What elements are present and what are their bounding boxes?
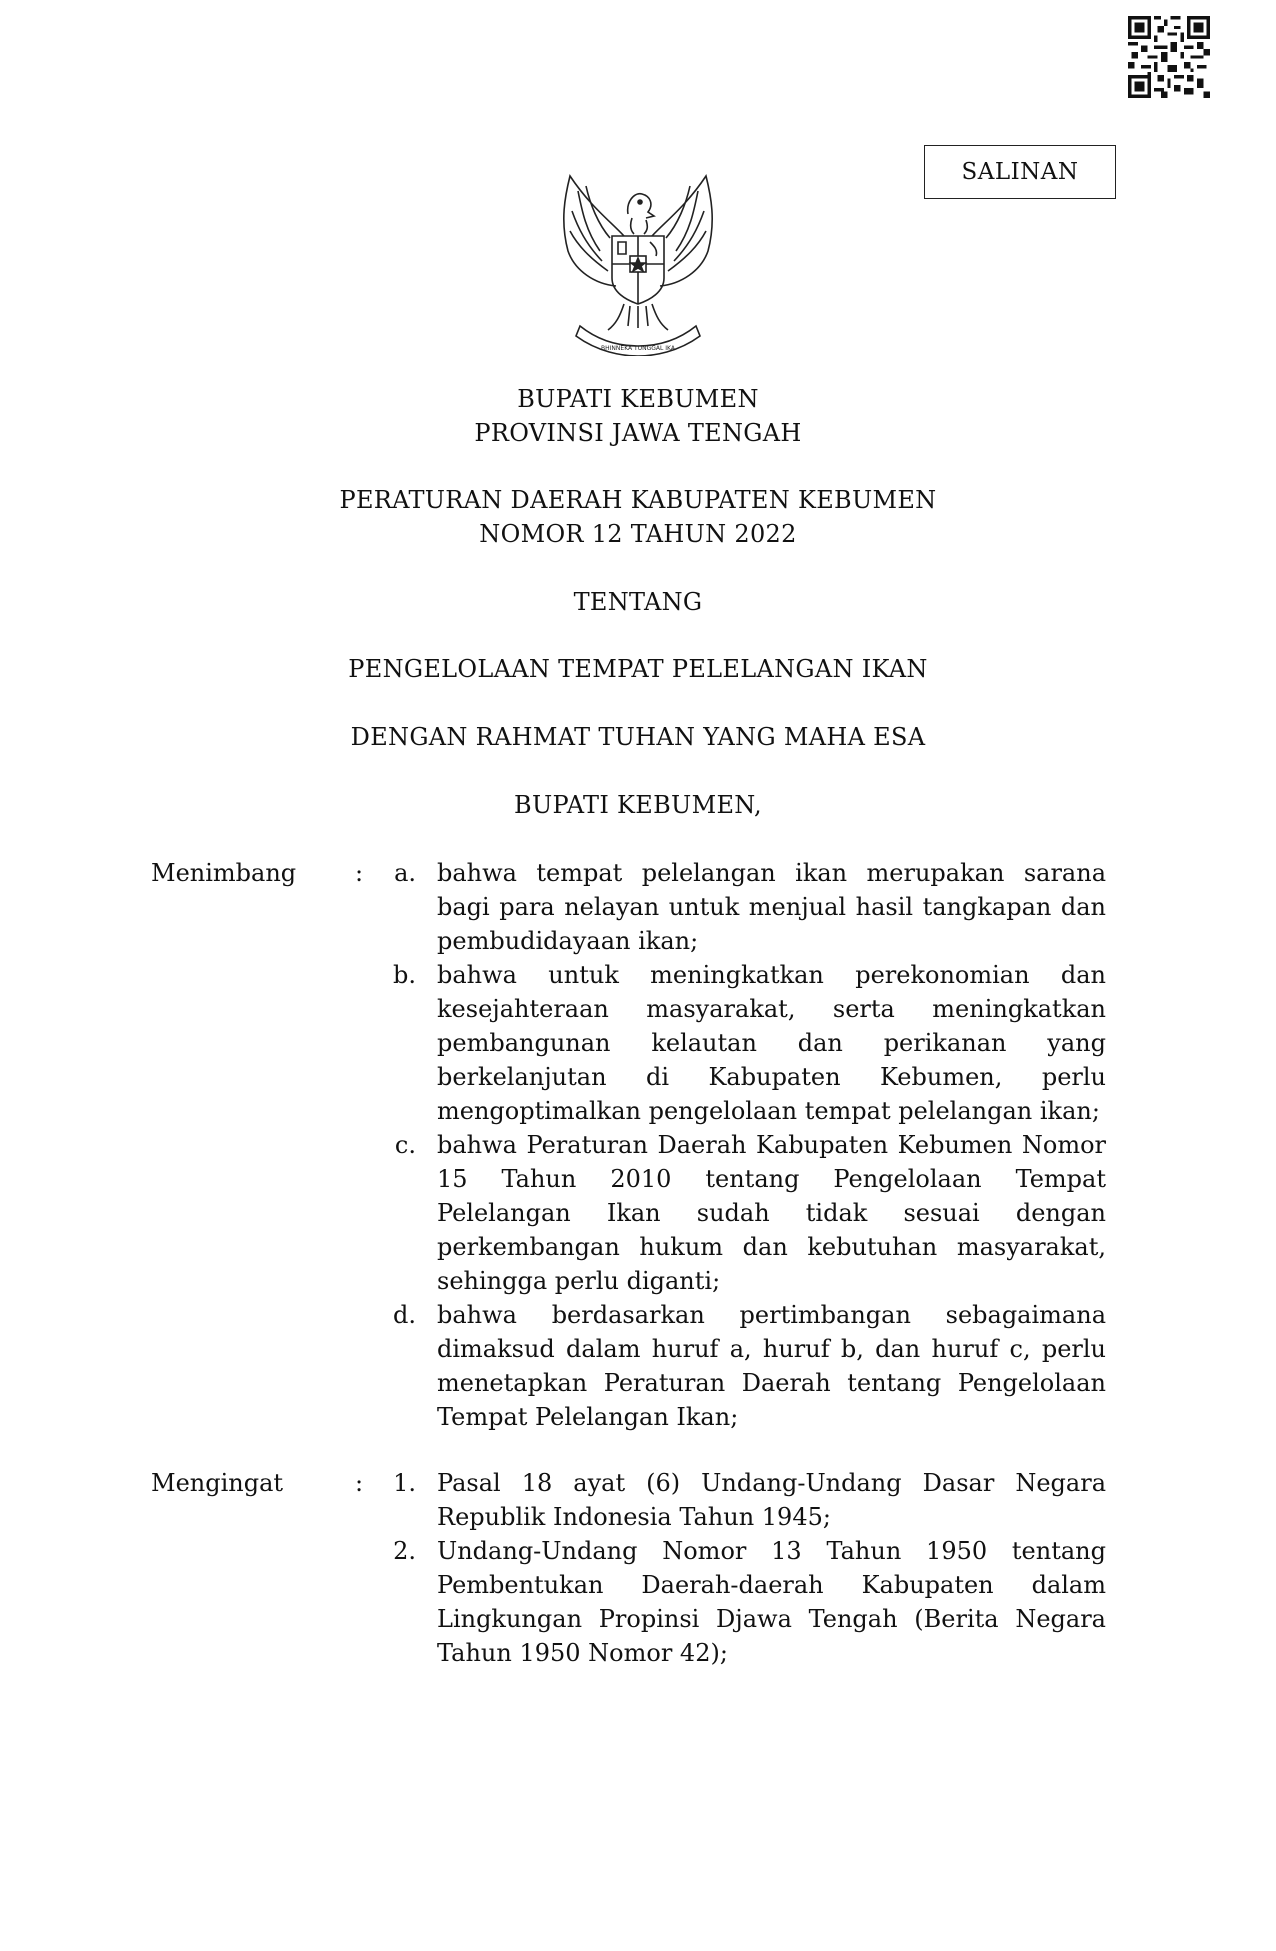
menimbang-item-b (380, 958, 1106, 1128)
mengingat-item-1 (380, 1466, 1106, 1534)
menimbang-label: Menimbang (151, 859, 297, 887)
tentang-heading: TENTANG (573, 588, 703, 616)
menimbang-item-a (380, 856, 1106, 958)
signer-heading: BUPATI KEBUMEN, (514, 791, 762, 819)
garuda-emblem-icon (550, 166, 726, 356)
item-text: bahwa tempat pelelangan ikan merupakan sarana bagi para nelayan untuk menjual hasil tangkapan dan pembudidayaan ikan; (437, 859, 1106, 955)
regulation-subject: PENGELOLAAN TEMPAT PELELANGAN IKAN (348, 655, 928, 683)
item-marker: a. (394, 859, 416, 887)
mengingat-item-2 (380, 1534, 1106, 1670)
item-marker: 1. (393, 1469, 416, 1497)
regulation-title: PERATURAN DAERAH KABUPATEN KEBUMEN (339, 486, 937, 514)
emblem-motto: BHINNEKA TUNGGAL IKA (601, 345, 675, 352)
item-text: bahwa berdasarkan pertimbangan sebagaimana dimaksud dalam huruf a, huruf b, dan huruf c, perlu menetapkan Peraturan Daerah tentang Pengelolaan Tempat Pelelangan Ikan; (437, 1301, 1106, 1431)
item-text: Undang-Undang Nomor 13 Tahun 1950 tentang Pembentukan Daerah-daerah Kabupaten dalam Lingkungan Propinsi Djawa Tengah (Berita Negara Tahun 1950 Nomor 42); (437, 1537, 1106, 1667)
regulation-number: NOMOR 12 TAHUN 2022 (479, 520, 797, 548)
qr-code-icon (1128, 16, 1210, 98)
item-marker: c. (394, 1131, 416, 1159)
item-text: bahwa untuk meningkatkan perekonomian dan kesejahteraan masyarakat, serta meningkatkan pembangunan kelautan dan perikanan yang berkelanjutan di Kabupaten Kebumen, perlu mengoptimalkan pengelolaan tempat pelelangan ikan; (437, 961, 1106, 1125)
item-text: Pasal 18 ayat (6) Undang-Undang Dasar Negara Republik Indonesia Tahun 1945; (437, 1469, 1106, 1531)
menimbang-colon: : (355, 859, 364, 887)
salinan-stamp: SALINAN (924, 145, 1116, 199)
regent-title: BUPATI KEBUMEN (517, 385, 759, 413)
item-marker: d. (393, 1301, 416, 1329)
province-title: PROVINSI JAWA TENGAH (474, 419, 802, 447)
grace-statement: DENGAN RAHMAT TUHAN YANG MAHA ESA (350, 723, 926, 751)
item-marker: 2. (393, 1537, 416, 1565)
item-marker: b. (393, 961, 416, 989)
menimbang-item-c (380, 1128, 1106, 1298)
menimbang-item-d (380, 1298, 1106, 1434)
mengingat-colon: : (355, 1469, 364, 1497)
item-text: bahwa Peraturan Daerah Kabupaten Kebumen Nomor 15 Tahun 2010 tentang Pengelolaan Tempat Pelelangan Ikan sudah tidak sesuai dengan perkembangan hukum dan kebutuhan masyarakat, sehingga perlu diganti; (437, 1131, 1106, 1295)
mengingat-label: Mengingat (151, 1469, 284, 1497)
